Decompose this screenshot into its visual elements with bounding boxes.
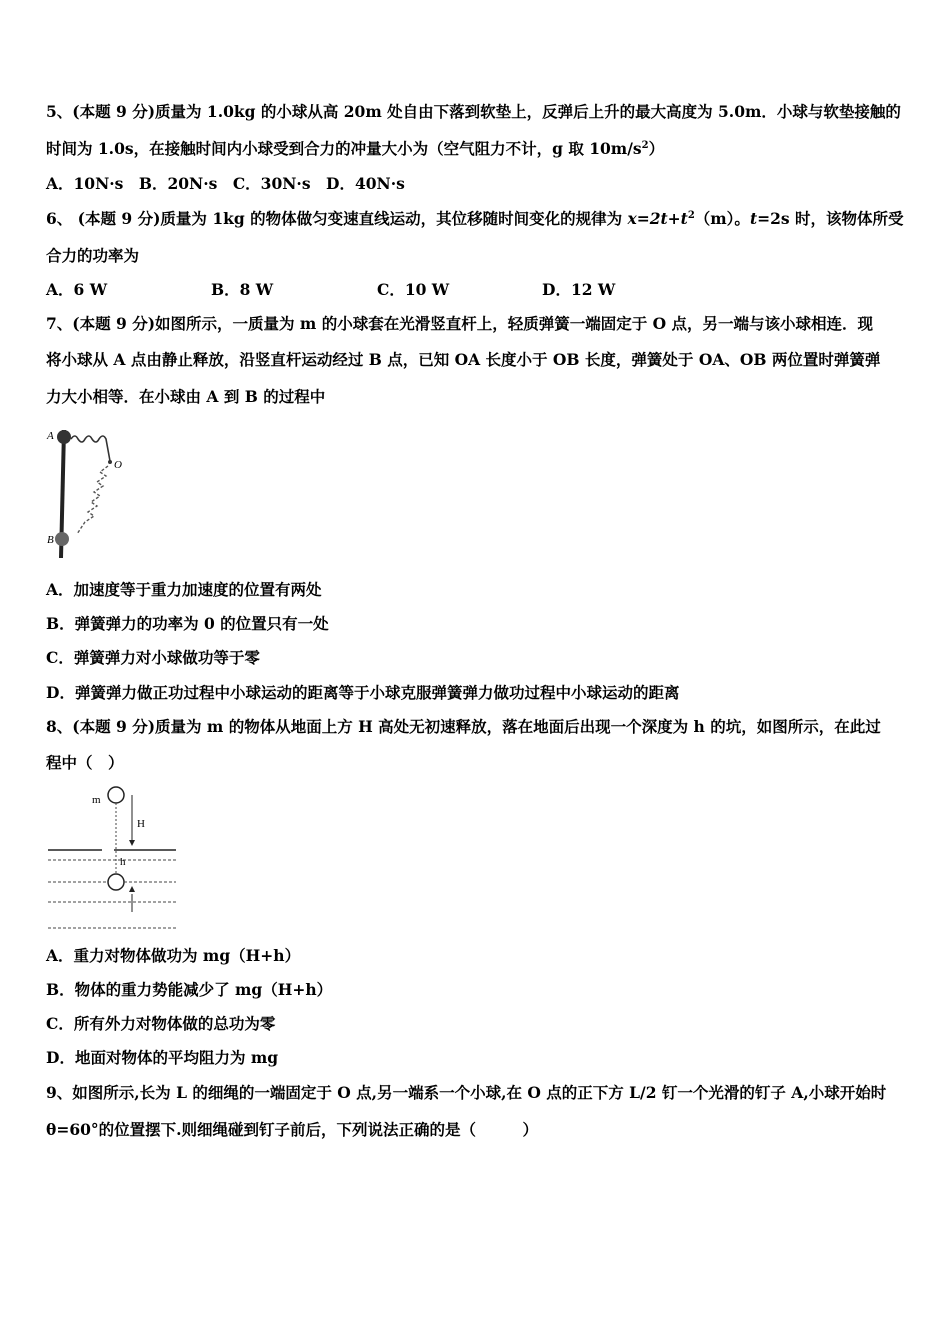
q8-label-m: m <box>92 794 101 806</box>
q6-line-1-text: 6、 (本题 9 分)质量为 1kg 的物体做匀变速直线运动，其位移随时间变化的规律为 <box>46 209 628 228</box>
q8-height-arrowhead <box>129 840 135 846</box>
q7-option-c: C．弹簧弹力对小球做功等于零 <box>46 648 260 667</box>
q7-ball-a <box>57 430 71 444</box>
q7-spring-ob <box>77 466 108 534</box>
q6-line-1-end: =2s 时，该物体所受 <box>757 209 904 228</box>
q8-falling-object-figure <box>44 782 184 937</box>
q8-label-h-lower: h <box>120 856 126 868</box>
q5-line-1: 5、(本题 9 分)质量为 1.0kg 的小球从高 20m 处自由下落到软垫上，反弹后上升的最大高度为 5.0m．小球与软垫接触的 <box>46 102 901 121</box>
q7-option-a: A．加速度等于重力加速度的位置有两处 <box>46 580 322 599</box>
q8-line-1: 8、(本题 9 分)质量为 m 的物体从地面上方 H 高处无初速释放，落在地面后出现一个深度为 h 的坑，如图所示，在此过 <box>46 717 881 736</box>
q8-option-b: B．物体的重力势能减少了 mg（H+h） <box>46 980 333 999</box>
q5-options: A．10N·s B．20N·s C．30N·s D．40N·s <box>46 174 405 193</box>
q6-option-a: A．6 W <box>46 280 108 299</box>
q8-ball-bottom <box>108 874 124 890</box>
q6-time-var: t <box>749 209 758 228</box>
q7-label-a: A <box>47 430 54 442</box>
q6-formula-exponent: 2 <box>687 209 695 221</box>
q6-line-1 <box>46 209 906 229</box>
q7-line-2: 将小球从 A 点由静止释放，沿竖直杆运动经过 B 点，已知 OA 长度小于 OB 长度，弹簧处于 OA、OB 两位置时弹簧弹 <box>46 350 881 369</box>
q8-depth-arrowhead <box>129 886 135 892</box>
q6-option-b: B．8 W <box>211 280 274 299</box>
q7-point-o <box>108 460 112 464</box>
q8-option-a: A．重力对物体做功为 mg（H+h） <box>46 946 301 965</box>
q8-label-h-upper: H <box>137 818 145 830</box>
q8-line-2: 程中（ ） <box>46 753 124 772</box>
q8-option-c: C．所有外力对物体做的总功为零 <box>46 1014 276 1033</box>
q7-spring-rod-figure <box>44 422 134 562</box>
q8-ball-top <box>108 787 124 803</box>
q7-ball-b <box>55 532 69 546</box>
q7-line-3: 力大小相等．在小球由 A 到 B 的过程中 <box>46 387 326 406</box>
q6-option-d: D．12 W <box>542 280 616 299</box>
q7-spring-oa <box>71 436 110 461</box>
q6-line-2: 合力的功率为 <box>46 246 140 265</box>
q7-line-1: 7、(本题 9 分)如图所示，一质量为 m 的小球套在光滑竖直杆上，轻质弹簧一端固定于 O 点，另一端与该小球相连．现 <box>46 314 874 333</box>
q9-line-1: 9、如图所示,长为 L 的细绳的一端固定于 O 点,另一端系一个小球,在 O 点的正下方 L/2 钉一个光滑的钉子 A,小球开始时 <box>46 1083 887 1102</box>
q5-line-2-text: 时间为 1.0s，在接触时间内小球受到合力的冲量大小为（空气阻力不计，g 取 10m/s <box>46 139 642 158</box>
q6-option-c: C．10 W <box>377 280 450 299</box>
q8-option-d: D．地面对物体的平均阻力为 mg <box>46 1048 279 1067</box>
q6-unit: （m）。 <box>694 209 750 228</box>
q9-line-2: θ=60°的位置摆下.则细绳碰到钉子前后，下列说法正确的是（ ） <box>46 1120 539 1139</box>
q5-line-2 <box>46 139 906 159</box>
q7-option-b: B．弹簧弹力的功率为 0 的位置只有一处 <box>46 614 329 633</box>
q6-formula: x=2t+t <box>627 209 688 228</box>
q7-label-b: B <box>47 534 54 546</box>
q5-line-2-end: ） <box>648 139 665 158</box>
q5-unit-exponent: 2 <box>641 139 649 151</box>
q7-label-o: O <box>114 459 122 471</box>
q7-option-d: D．弹簧弹力做正功过程中小球运动的距离等于小球克服弹簧弹力做功过程中小球运动的距离 <box>46 683 680 702</box>
